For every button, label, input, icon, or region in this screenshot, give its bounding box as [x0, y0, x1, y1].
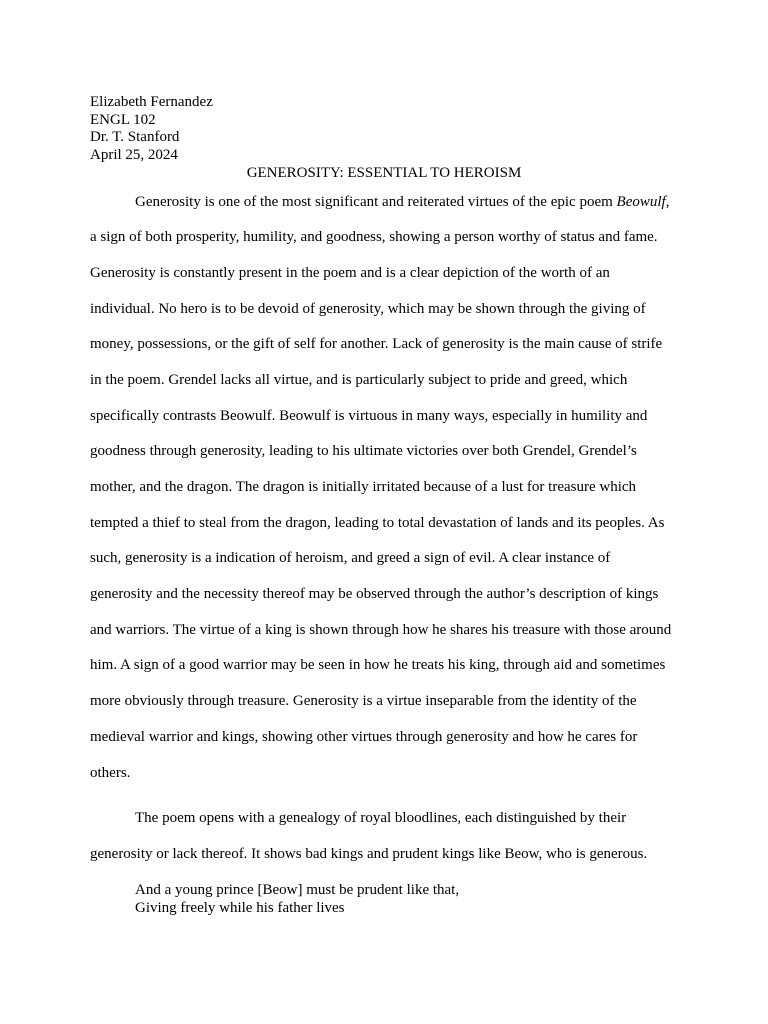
paragraph-1-line: more obviously through treasure. Generosity is a virtue inseparable from the identity of the [90, 693, 637, 709]
essay-heading [90, 94, 213, 164]
paragraph-1-line: and warriors. The virtue of a king is shown through how he shares his treasure with those around [90, 622, 672, 638]
paragraph-1-line: Generosity is constantly present in the poem and is a clear depiction of the worth of an [90, 265, 610, 281]
paragraph-1-line-1-start: Generosity is one of the most significant and reiterated virtues of the epic poem [135, 194, 617, 210]
paragraph-2-line: The poem opens with a genealogy of royal bloodlines, each distinguished by their [135, 810, 627, 826]
paragraph-1-line: individual. No hero is to be devoid of generosity, which may be shown through the giving of [90, 301, 646, 317]
paragraph-1-line: medieval warrior and kings, showing other virtues through generosity and how he cares for [90, 729, 638, 745]
course-name: ENGL 102 [90, 111, 156, 128]
paragraph-1-line: a sign of both prosperity, humility, and goodness, showing a person worthy of status and fame. [90, 229, 658, 245]
poem-title: Beowulf [616, 194, 666, 210]
paragraph-1-line: others. [90, 765, 131, 781]
paragraph-1-line: tempted a thief to steal from the dragon, leading to total devastation of lands and its peoples. As [90, 515, 665, 531]
paragraph-1-line: such, generosity is a indication of heroism, and greed a sign of evil. A clear instance of [90, 550, 611, 566]
paragraph-1-line: him. A sign of a good warrior may be seen in how he treats his king, through aid and sometimes [90, 657, 666, 673]
essay-title: GENEROSITY: ESSENTIAL TO HEROISM [246, 165, 522, 181]
paragraph-1-line: goodness through generosity, leading to his ultimate victories over both Grendel, Grendel’s [90, 443, 637, 459]
paragraph-2-line: generosity or lack thereof. It shows bad kings and prudent kings like Beow, who is generous. [90, 846, 648, 862]
essay-date: April 25, 2024 [90, 146, 178, 163]
paragraph-1-line: mother, and the dragon. The dragon is initially irritated because of a lust for treasure which [90, 479, 637, 495]
author-name: Elizabeth Fernandez [90, 94, 213, 110]
block-quote-line: And a young prince [Beow] must be prudent like that, [135, 882, 460, 898]
paragraph-1-line: money, possessions, or the gift of self for another. Lack of generosity is the main cause of strife [90, 336, 663, 352]
paragraph-1-line-1 [135, 193, 669, 211]
paragraph-1-line-1-end: , [665, 194, 670, 210]
paragraph-1-line: specifically contrasts Beowulf. Beowulf is virtuous in many ways, especially in humility and [90, 408, 648, 424]
instructor-name: Dr. T. Stanford [90, 129, 180, 146]
paragraph-1-line: generosity and the necessity thereof may be observed through the author’s description of kings [90, 586, 659, 602]
block-quote-line: Giving freely while his father lives [135, 900, 345, 916]
paragraph-1-line: in the poem. Grendel lacks all virtue, and is particularly subject to pride and greed, which [90, 372, 628, 388]
